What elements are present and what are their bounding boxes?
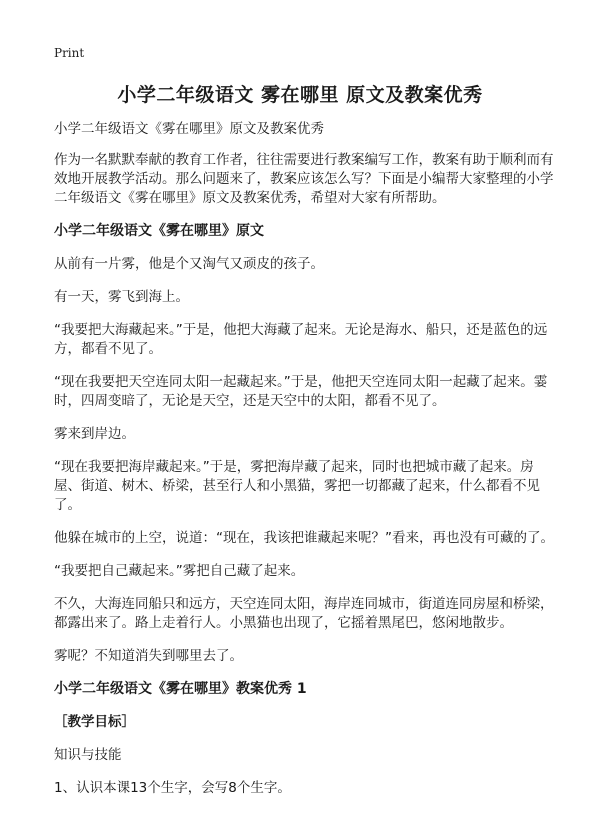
intro-paragraph: 作为一名默默奉献的教育工作者，往往需要进行教案编写工作，教案有助于顺利而有效地开展教学活动。那么问题来了，教案应该怎么写？下面是小编帮大家整理的小学二年级语文《雾在哪里》原文及教案优秀，希望对大家有所帮助。 <box>54 152 554 206</box>
story-paragraph: 从前有一片雾，他是个又淘气又顽皮的孩子。 <box>54 256 324 272</box>
story-paragraph: “现在我要把天空连同太阳一起藏起来。”于是，他把天空连同太阳一起藏了起来。霎时，四周变暗了，无论是天空，还是天空中的太阳，都看不见了。 <box>54 374 548 409</box>
goal-subheading: 知识与技能 <box>54 747 122 763</box>
story-paragraph: 有一天，雾飞到海上。 <box>54 289 189 305</box>
story-paragraph: 雾呢？不知道消失到哪里去了。 <box>54 648 243 664</box>
story-paragraph: 雾来到岸边。 <box>54 426 135 442</box>
story-paragraph: “现在我要把海岸藏起来。”于是，雾把海岸藏了起来，同时也把城市藏了起来。房屋、街道、树木、桥梁，甚至行人和小黑猫，雾把一切都藏了起来，什么都看不见了。 <box>54 459 540 513</box>
print-link[interactable]: Print <box>54 46 85 60</box>
section-heading-lesson-plan: 小学二年级语文《雾在哪里》教案优秀 1 <box>54 681 307 697</box>
page-title: 小学二年级语文 雾在哪里 原文及教案优秀 <box>117 84 483 106</box>
article-subtitle: 小学二年级语文《雾在哪里》原文及教案优秀 <box>54 121 324 137</box>
goal-item: 1、认识本课13个生字，会写8个生字。 <box>54 780 291 796</box>
story-paragraph: “我要把大海藏起来。”于是，他把大海藏了起来。无论是海水、船只，还是蓝色的远方，都看不见了。 <box>54 322 548 357</box>
story-paragraph: “我要把自己藏起来。”雾把自己藏了起来。 <box>54 563 305 579</box>
article-body <box>54 120 554 812</box>
story-paragraph: 他躲在城市的上空，说道：“现在，我该把谁藏起来呢？”看来，再也没有可藏的了。 <box>54 530 554 546</box>
teaching-goals-label: ［教学目标］ <box>54 714 135 730</box>
section-heading-original-text: 小学二年级语文《雾在哪里》原文 <box>54 223 264 239</box>
story-paragraph: 不久，大海连同船只和远方，天空连同太阳，海岸连同城市，街道连同房屋和桥梁，都露出来了。路上走着行人。小黑猫也出现了，它摇着黑尾巴，悠闲地散步。 <box>54 596 554 631</box>
